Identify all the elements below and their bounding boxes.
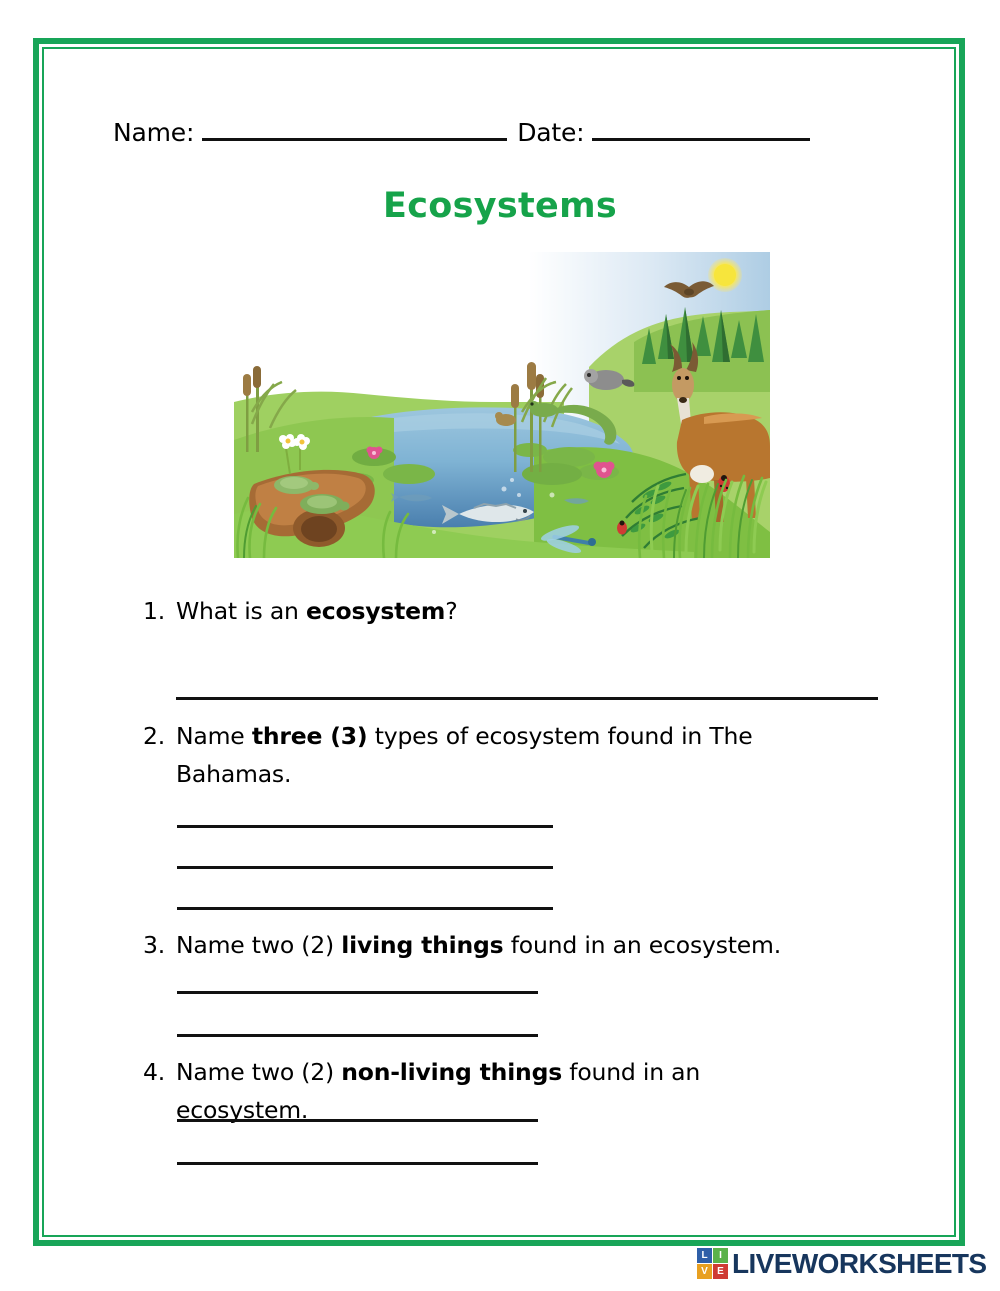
question-2-keyword: three (3) (251, 722, 368, 750)
answer-line-q4-1[interactable] (177, 1119, 538, 1122)
answer-line-q2-1[interactable] (177, 825, 553, 828)
liveworksheets-wordmark: LIVEWORKSHEETS (732, 1247, 987, 1279)
question-2-part-a: Name (176, 722, 252, 750)
question-3-part-c: found in an ecosystem. (503, 931, 781, 959)
question-4-number: 4. (143, 1058, 166, 1086)
answer-line-q3-1[interactable] (177, 991, 538, 994)
question-3-part-a: Name two (2) (176, 931, 342, 959)
question-4-part-a: Name two (2) (176, 1058, 342, 1086)
question-1-part-c: ? (445, 597, 458, 625)
logo-square-i: I (713, 1248, 728, 1263)
name-input-rule[interactable] (202, 138, 507, 141)
question-4 (143, 1053, 863, 1129)
question-3-text (176, 926, 816, 964)
question-1-keyword: ecosystem (306, 597, 446, 625)
answer-line-q2-2[interactable] (177, 866, 553, 869)
logo-square-v: V (697, 1264, 712, 1279)
question-1-text (176, 592, 816, 630)
question-1 (143, 592, 843, 630)
question-2-text (176, 717, 803, 793)
logo-square-l: L (697, 1248, 712, 1263)
page-title: Ecosystems (383, 186, 617, 226)
name-date-row (113, 118, 833, 154)
question-2 (143, 717, 803, 793)
liveworksheets-logo[interactable] (697, 1248, 987, 1279)
answer-line-q1-1[interactable] (176, 697, 878, 700)
question-3-number: 3. (143, 931, 166, 959)
question-4-part-c: found in an ecosystem. (176, 1058, 701, 1124)
question-4-text (176, 1053, 816, 1129)
answer-line-q3-2[interactable] (177, 1034, 538, 1037)
date-label: Date: (517, 118, 585, 147)
question-2-part-c: types of ecosystem found in The Bahamas. (176, 722, 753, 788)
question-3-keyword: living things (341, 931, 504, 959)
logo-square-e: E (713, 1264, 728, 1279)
pond-ecosystem-illustration (234, 252, 770, 558)
question-4-keyword: non-living things (341, 1058, 562, 1086)
liveworksheets-logo-icon (697, 1248, 728, 1279)
question-1-number: 1. (143, 597, 166, 625)
question-2-number: 2. (143, 722, 166, 750)
answer-line-q4-2[interactable] (177, 1162, 538, 1165)
question-3 (143, 926, 843, 964)
name-label: Name: (113, 118, 195, 147)
answer-line-q2-3[interactable] (177, 907, 553, 910)
question-1-part-a: What is an (176, 597, 307, 625)
date-input-rule[interactable] (592, 138, 810, 141)
